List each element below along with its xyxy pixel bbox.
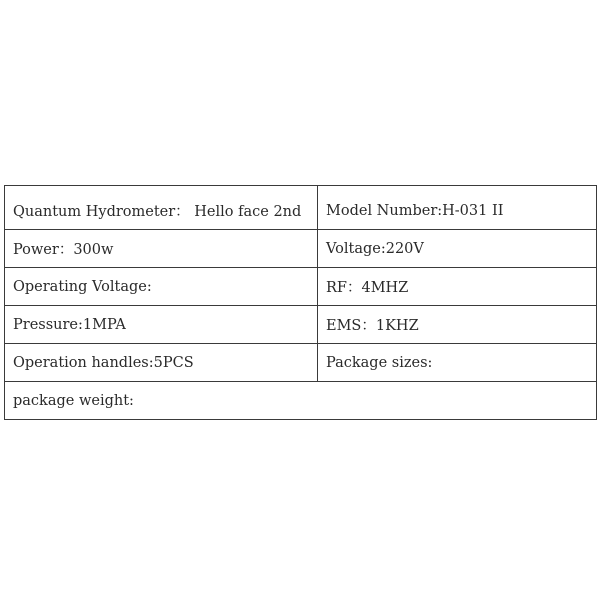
table-cell-ems: EMS：1KHZ	[318, 306, 597, 344]
table-row	[5, 382, 597, 420]
table-cell-rf: RF：4MHZ	[318, 268, 597, 306]
table-row	[5, 268, 597, 306]
spec-table	[4, 185, 597, 420]
table-cell-pressure: Pressure:1MPA	[5, 306, 318, 344]
table-cell-package-weight: package weight:	[5, 382, 597, 420]
table-cell-model-number: Model Number:H-031 II	[318, 186, 597, 230]
table-cell-power: Power：300w	[5, 230, 318, 268]
table-cell-voltage: Voltage:220V	[318, 230, 597, 268]
table-cell-operation-handles: Operation handles:5PCS	[5, 344, 318, 382]
table-row	[5, 230, 597, 268]
table-row	[5, 306, 597, 344]
table-row	[5, 344, 597, 382]
table-cell-package-sizes: Package sizes:	[318, 344, 597, 382]
table-cell-operating-voltage: Operating Voltage:	[5, 268, 318, 306]
table-row	[5, 186, 597, 230]
table-cell-product-name: Quantum Hydrometer： Hello face 2nd	[5, 186, 318, 230]
